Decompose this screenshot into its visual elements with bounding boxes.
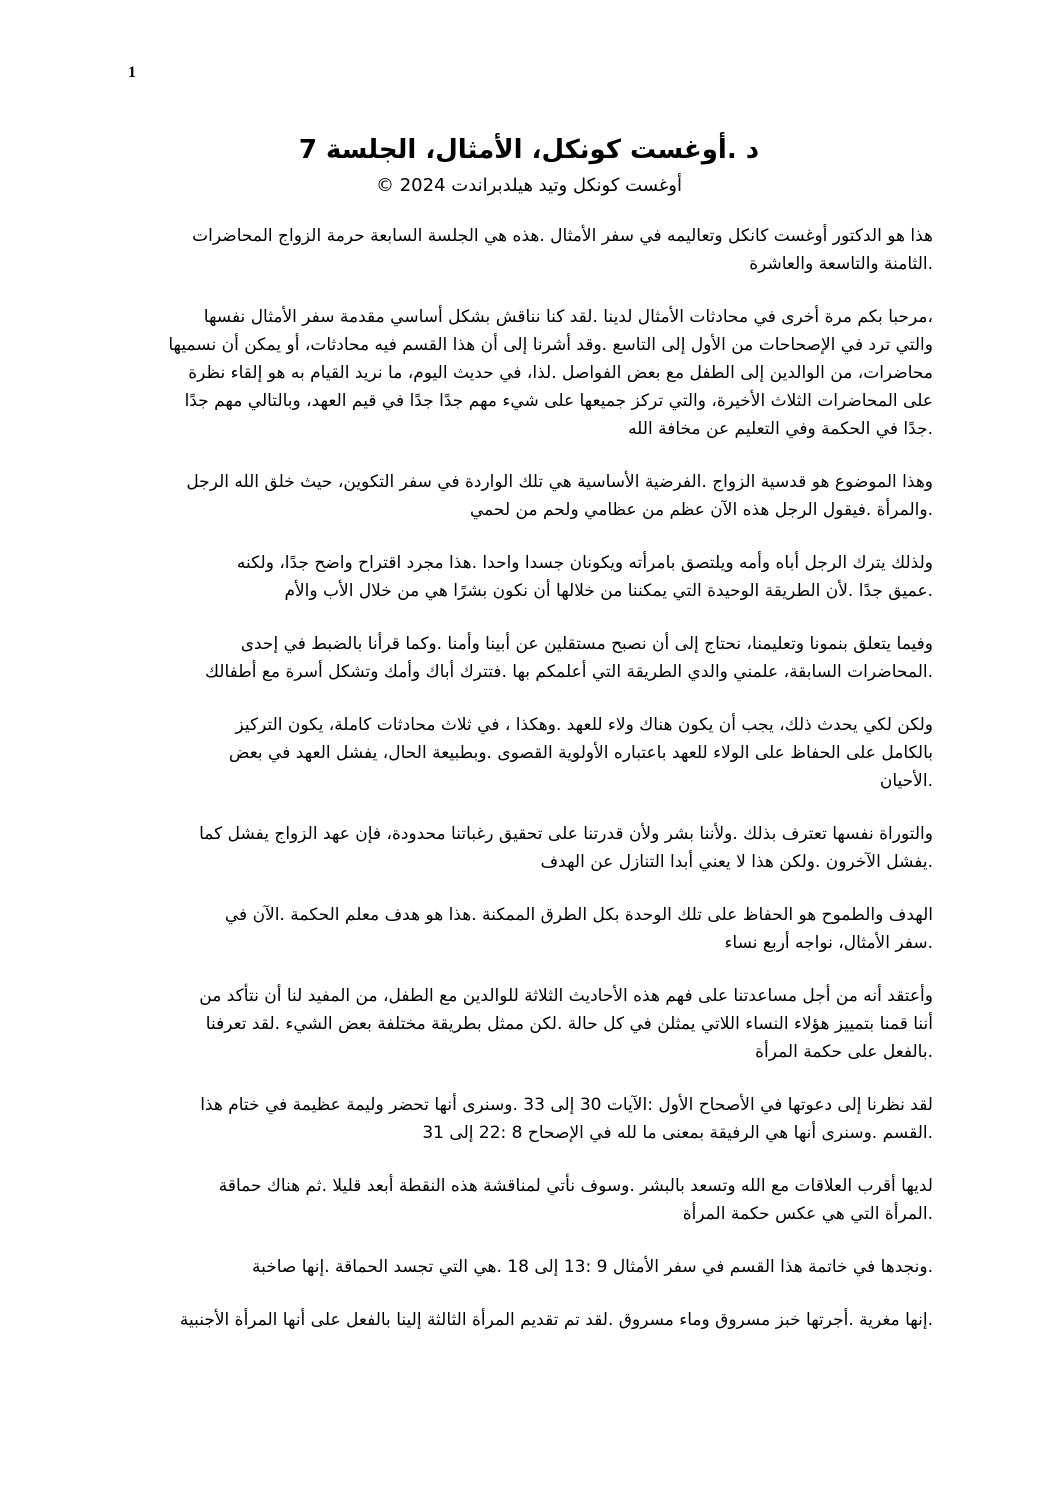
paragraph	[128, 982, 933, 1066]
paragraph-line: والتي ترد في الإصحاحات من الأول إلى التاسع .وقد أشرنا إلى أن هذا القسم فيه محادثات، أو يمكن أن نسميها	[168, 335, 933, 355]
paragraph	[128, 1091, 933, 1147]
paragraph-line: .جدًا في الحكمة وفي التعليم عن مخافة الله	[628, 419, 933, 439]
paragraph	[128, 1253, 933, 1281]
paragraph	[128, 820, 933, 876]
paragraph-line: .إنها مغرية .أجرتها خبز مسروق وماء مسروق .لقد تم تقديم المرأة الثالثة إلينا بالفعل على أنها المرأة الأجنبية	[179, 1310, 933, 1330]
paragraph	[128, 1172, 933, 1228]
document-title: د .أوغست كونكل، الأمثال، الجلسة 7	[298, 135, 760, 165]
paragraph-line: .الثامنة والتاسعة والعاشرة	[749, 254, 933, 274]
paragraph	[128, 901, 933, 957]
paragraph-line: وفيما يتعلق بنمونا وتعليمنا، نحتاج إلى أن نصبح مستقلين عن أبينا وأمنا .وكما قرأنا بالضبط في إحدى	[240, 634, 933, 654]
paragraph-line: ولكن لكي يحدث ذلك، يجب أن يكون هناك ولاء للعهد .وهكذا ، في ثلاث محادثات كاملة، يكون التركيز	[235, 715, 933, 735]
paragraph-line: .والمرأة .فيقول الرجل هذه الآن عظم من عظامي ولحم من لحمي	[469, 500, 933, 520]
paragraph-line: .المحاضرات السابقة، علمني والدي الطريقة التي أعلمكم بها .فتترك أباك وأمك وتشكل أسرة مع أطفالك	[204, 662, 933, 682]
paragraph-line: .المرأة التي هي عكس حكمة المرأة	[682, 1204, 933, 1224]
document-subtitle: أوغست كونكل وتيد هيلدبراندت 2024 ©	[376, 175, 682, 196]
paragraph-line: أننا قمنا بتمييز هؤلاء النساء اللاتي يمثلن في كل حالة .لكن ممثل بطريقة مختلفة بعض الشيء .لقد تعرفنا	[205, 1014, 933, 1034]
paragraph-line: ولذلك يترك الرجل أباه وأمه ويلتصق بامرأته ويكونان جسدا واحدا .هذا مجرد اقتراح واضح جدًا، ولكنه	[236, 553, 933, 573]
paragraph-line: .يفشل الآخرون .ولكن هذا لا يعني أبدا التنازل عن الهدف	[540, 852, 933, 872]
paragraph-line: .ونجدها في خاتمة هذا القسم في سفر الأمثال 9 :13 إلى 18 .هي التي تجسد الحماقة .إنها صاخبة	[251, 1257, 933, 1277]
paragraph-line: .بالفعل على حكمة المرأة	[755, 1042, 933, 1062]
paragraph-line: بالكامل على الحفاظ على الولاء للعهد باعتباره الأولوية القصوى .وبطبيعة الحال، يفشل العهد في بعض	[228, 743, 933, 763]
paragraph	[128, 468, 933, 524]
paragraph-line: لقد نظرنا إلى دعوتها في الأصحاح الأول :الآيات 30 إلى 33 .وسنرى أنها تحضر وليمة عظيمة في ختام هذا	[200, 1095, 933, 1115]
paragraph-line: وأعتقد أنه من أجل مساعدتنا على فهم هذه الأحاديث الثلاثة للوالدين مع الطفل، من المفيد لنا أن نتأكد من	[199, 986, 933, 1006]
paragraph-line: محاضرات، من الوالدين إلى الطفل مع بعض الفواصل .لذا، في حديث اليوم، ما نريد القيام به هو إلقاء نظرة	[188, 363, 933, 383]
paragraph-line: لديها أقرب العلاقات مع الله وتسعد بالبشر .وسوف نأتي لمناقشة هذه النقطة أبعد قليلا .ثم هناك حماقة	[218, 1176, 933, 1196]
paragraph-line: هذا هو الدكتور أوغست كانكل وتعاليمه في سفر الأمثال .هذه هي الجلسة السابعة حرمة الزواج المحاضرات	[192, 226, 933, 246]
paragraph	[128, 711, 933, 795]
paragraph-line: ،مرحبا بكم مرة أخرى في محادثات الأمثال لدينا .لقد كنا نناقش بشكل أساسي مقدمة سفر الأمثال نفسها	[203, 307, 933, 327]
page-number: 1	[128, 64, 136, 81]
document-body	[128, 222, 933, 1359]
paragraph-line: .الأحيان	[879, 771, 933, 791]
paragraph-line: .سفر الأمثال، نواجه أربع نساء	[724, 933, 933, 953]
paragraph-line: .القسم .وسنرى أنها هي الرفيقة بمعنى ما لله في الإصحاح 8 :22 إلى 31	[422, 1123, 933, 1143]
paragraph	[128, 630, 933, 686]
paragraph	[128, 303, 933, 443]
paragraph	[128, 1306, 933, 1334]
paragraph-line: وهذا الموضوع هو قدسية الزواج .الفرضية الأساسية هي تلك الواردة في سفر التكوين، حيث خلق الله الرجل	[186, 472, 933, 492]
paragraph	[128, 222, 933, 278]
paragraph	[128, 549, 933, 605]
paragraph-line: والتوراة نفسها تعترف بذلك .ولأننا بشر ولأن قدرتنا على تحقيق رغباتنا محدودة، فإن عهد الزواج يفشل كما	[199, 824, 933, 844]
paragraph-line: .عميق جدًا .لأن الطريقة الوحيدة التي يمكننا من خلالها أن نكون بشرًا هي من خلال الأب والأم	[284, 581, 933, 601]
paragraph-line: على المحاضرات الثلاث الأخيرة، والتي تركز جميعها على شيء مهم جدًا جدًا في قيم العهد، وبالتالي مهم جدًا	[184, 391, 933, 411]
paragraph-line: الهدف والطموح هو الحفاظ على تلك الوحدة بكل الطرق الممكنة .هذا هو هدف معلم الحكمة .الآن في	[224, 905, 933, 925]
